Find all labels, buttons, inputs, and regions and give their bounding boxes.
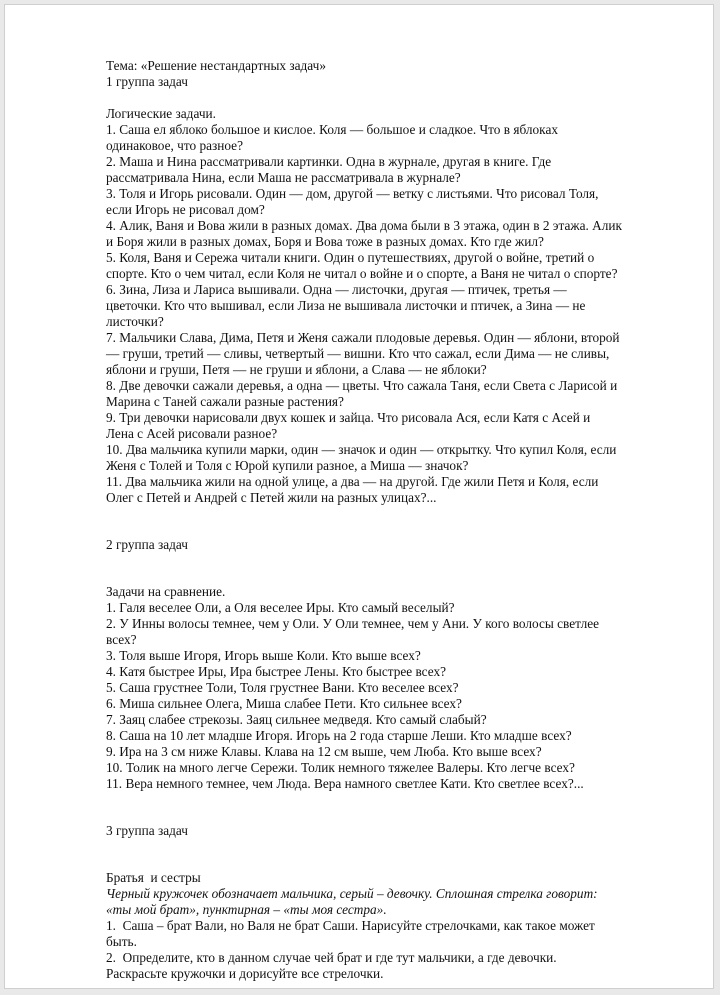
- text-line: 1. Саша – брат Вали, но Валя не брат Саши. Нарисуйте стрелочками, как такое может: [106, 918, 595, 933]
- text-line: 11. Вера немного темнее, чем Люда. Вера намного светлее Кати. Кто светлее всех?...: [106, 776, 584, 791]
- text-line: 2. У Инны волосы темнее, чем у Оли. У Оли темнее, чем у Ани. У кого волосы светлее: [106, 616, 600, 631]
- text-line: 5. Коля, Ваня и Сережа читали книги. Один о путешествиях, другой о войне, третий о: [106, 250, 595, 265]
- text-line: 11. Два мальчика жили на одной улице, а два — на другой. Где жили Петя и Коля, если: [106, 474, 599, 489]
- text-line: Олег с Петей и Андрей с Петей жили на разных улицах?...: [106, 490, 437, 505]
- text-line: 10. Толик на много легче Сережи. Толик немного тяжелее Валеры. Кто легче всех?: [106, 760, 575, 775]
- text-line: 9. Три девочки нарисовали двух кошек и зайца. Что рисовала Ася, если Катя с Асей и: [106, 410, 591, 425]
- text-line: 9. Ира на 3 см ниже Клавы. Клава на 12 см выше, чем Люба. Кто выше всех?: [106, 744, 542, 759]
- text-line: 1. Галя веселее Оли, а Оля веселее Иры. Кто самый веселый?: [106, 600, 455, 615]
- text-line: рассматривала Нина, если Маша не рассматривала в журнале?: [106, 170, 461, 185]
- text-line: Женя с Толей и Толя с Юрой купили разное, а Миша — значок?: [106, 458, 469, 473]
- group3-subheading: Братья и сестры: [106, 870, 201, 885]
- italic-text-line: «ты мой брат», пунктирная – «ты моя сестра».: [106, 902, 387, 917]
- text-line: 2. Маша и Нина рассматривали картинки. Одна в журнале, другая в книге. Где: [106, 154, 552, 169]
- text-line: и Боря жили в разных домах, Боря и Вова тоже в разных домах. Кто где жил?: [106, 234, 544, 249]
- text-line: 3. Толя выше Игоря, Игорь выше Коли. Кто выше всех?: [106, 648, 421, 663]
- text-line: 6. Зина, Лиза и Лариса вышивали. Одна — листочки, другая — птичек, третья —: [106, 282, 567, 297]
- text-line: спорте. Кто о чем читал, если Коля не читал о войне и о спорте, а Ваня не читал о спорте?: [106, 266, 618, 281]
- text-line: Раскрасьте кружочки и дорисуйте все стрелочки.: [106, 966, 384, 981]
- text-line: всех?: [106, 632, 137, 647]
- text-line: если Игорь не рисовал дом?: [106, 202, 265, 217]
- group2-task-list: [106, 600, 671, 792]
- group1-task-list: [106, 122, 671, 506]
- text-line: 8. Две девочки сажали деревья, а одна — цветы. Что сажала Таня, если Света с Ларисой и: [106, 378, 618, 393]
- group2-heading: 2 группа задач: [106, 537, 188, 552]
- text-line: 10. Два мальчика купили марки, один — значок и один — открытку. Что купил Коля, если: [106, 442, 617, 457]
- italic-text-line: Черный кружочек обозначает мальчика, серый – девочку. Сплошная стрелка говорит:: [106, 886, 598, 901]
- text-line: 2. Определите, кто в данном случае чей брат и где тут мальчики, а где девочки.: [106, 950, 557, 965]
- group1-subheading: Логические задачи.: [106, 106, 216, 121]
- text-line: листочки?: [106, 314, 164, 329]
- text-line: 4. Алик, Ваня и Вова жили в разных домах. Два дома были в 3 этажа, один в 2 этажа. Алик: [106, 218, 622, 233]
- text-line: 1. Саша ел яблоко большое и кислое. Коля — большое и сладкое. Что в яблоках: [106, 122, 558, 137]
- document-content: [106, 58, 671, 982]
- text-line: Марина с Таней сажали разные растения?: [106, 394, 344, 409]
- text-line: быть.: [106, 934, 137, 949]
- text-line: Лена с Асей рисовали разное?: [106, 426, 278, 441]
- text-line: яблони и груши, Петя — не груши и яблони, а Слава — не яблоки?: [106, 362, 487, 377]
- text-line: 4. Катя быстрее Иры, Ира быстрее Лены. Кто быстрее всех?: [106, 664, 447, 679]
- group3-heading: 3 группа задач: [106, 823, 188, 838]
- text-line: цветочки. Кто что вышивал, если Лиза не вышивала листочки и птичек, а Зина — не: [106, 298, 586, 313]
- text-line: 5. Саша грустнее Толи, Толя грустнее Вани. Кто веселее всех?: [106, 680, 459, 695]
- group3-task-list: [106, 918, 671, 982]
- document-page: [4, 4, 714, 989]
- text-line: одинаковое, что разное?: [106, 138, 243, 153]
- text-line: 7. Заяц слабее стрекозы. Заяц сильнее медведя. Кто самый слабый?: [106, 712, 487, 727]
- text-line: 3. Толя и Игорь рисовали. Один — дом, другой — ветку с листьями. Что рисовал Толя,: [106, 186, 599, 201]
- group2-subheading: Задачи на сравнение.: [106, 584, 226, 599]
- text-line: 6. Миша сильнее Олега, Миша слабее Пети. Кто сильнее всех?: [106, 696, 462, 711]
- group1-heading: 1 группа задач: [106, 74, 188, 89]
- text-line: 8. Саша на 10 лет младше Игоря. Игорь на 2 года старше Леши. Кто младше всех?: [106, 728, 572, 743]
- document-title: Тема: «Решение нестандартных задач»: [106, 58, 326, 73]
- text-line: 7. Мальчики Слава, Дима, Петя и Женя сажали плодовые деревья. Один — яблони, второй: [106, 330, 620, 345]
- text-line: — груши, третий — сливы, четвертый — вишни. Кто что сажал, если Дима — не сливы,: [106, 346, 610, 361]
